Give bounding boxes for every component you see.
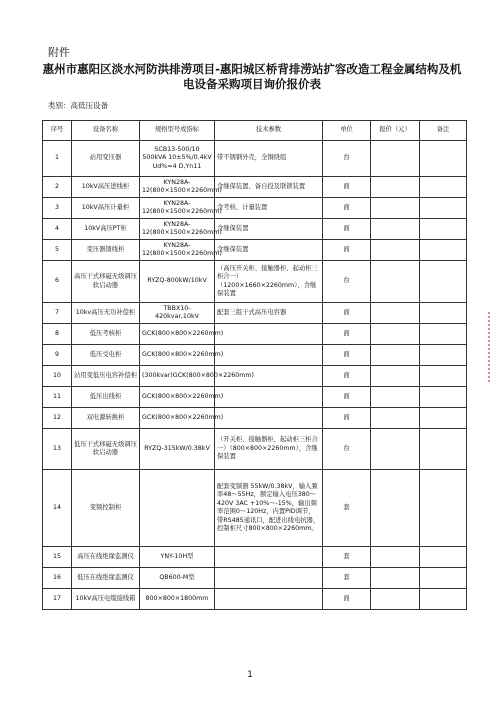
row-unit: 台	[323, 429, 371, 470]
header-price: 报价（元）	[371, 121, 420, 141]
row-param	[215, 324, 323, 345]
row-no: 6	[43, 261, 72, 303]
table-row	[43, 408, 467, 429]
row-unit: 面	[323, 408, 371, 429]
row-name: 10kV高压电缆接线箱	[72, 589, 140, 610]
row-note	[420, 470, 467, 547]
row-param: 含继保装置	[215, 240, 323, 261]
row-note	[420, 547, 467, 568]
row-note	[420, 141, 467, 177]
row-spec: (300kvar)GCK(800×800×2260mm)	[140, 366, 215, 387]
row-note	[420, 219, 467, 240]
header-unit: 单位	[323, 121, 371, 141]
row-unit: 面	[323, 387, 371, 408]
table-row	[43, 324, 467, 345]
row-param: 带不锈钢外壳，全铜绕组	[215, 141, 323, 177]
row-unit: 台	[323, 141, 371, 177]
table-row	[43, 429, 467, 470]
attachment-label: 附件	[48, 46, 70, 59]
row-no: 12	[43, 408, 72, 429]
row-price	[371, 345, 420, 366]
row-unit: 面	[323, 366, 371, 387]
row-price	[371, 408, 420, 429]
row-param: 含继保装置	[215, 219, 323, 240]
table-header-row	[43, 121, 467, 141]
row-no: 1	[43, 141, 72, 177]
row-price	[371, 568, 420, 589]
row-spec: TBBX10-420kvar,10kV	[140, 303, 215, 324]
row-param: （开关柜、接触器柜、起动柜三柜合一）（800×800×2260mm），含继保装置	[215, 429, 323, 470]
table-row	[43, 219, 467, 240]
row-name: 10kv高压无功补偿柜	[72, 303, 140, 324]
quotation-table	[42, 120, 467, 610]
row-name: 双电源转换柜	[72, 408, 140, 429]
row-price	[371, 366, 420, 387]
row-spec: GCK(800×800×2260mm)	[140, 324, 215, 345]
row-spec: GCK(800×800×2260mm)	[140, 345, 215, 366]
row-no: 11	[43, 387, 72, 408]
row-spec: KYN28A-12(800×1500×2260mm)	[140, 219, 215, 240]
row-param: 配套三组干式高压电容器	[215, 303, 323, 324]
row-spec: KYN28A-12(800×1500×2260mm)	[140, 240, 215, 261]
row-note	[420, 177, 467, 198]
row-note	[420, 589, 467, 610]
page-number: 1	[247, 670, 253, 680]
row-param	[215, 589, 323, 610]
table-row	[43, 141, 467, 177]
row-note	[420, 240, 467, 261]
table-row	[43, 345, 467, 366]
row-no: 7	[43, 303, 72, 324]
row-param	[215, 408, 323, 429]
header-spec: 规格型号或指标	[140, 121, 215, 141]
row-param	[215, 345, 323, 366]
row-price	[371, 177, 420, 198]
table-row	[43, 547, 467, 568]
row-name: 10kV高压PT柜	[72, 219, 140, 240]
row-note	[420, 366, 467, 387]
row-no: 13	[43, 429, 72, 470]
row-unit: 套	[323, 470, 371, 547]
row-param: （高压开关柜、接触器柜、起动柜三柜合一）（1200×1660×2260mm），含继保装置	[215, 261, 323, 303]
row-no: 2	[43, 177, 72, 198]
row-price	[371, 470, 420, 547]
row-param	[215, 568, 323, 589]
row-note	[420, 324, 467, 345]
table-row	[43, 589, 467, 610]
row-unit: 面	[323, 589, 371, 610]
row-unit: 面	[323, 303, 371, 324]
row-name: 站用变低压电容补偿柜	[72, 366, 140, 387]
row-spec: SCB13-500/10 500kVA 10±5%/0.4kV Ud%=4 D,Yn11	[140, 141, 215, 177]
row-no: 16	[43, 568, 72, 589]
row-name: 高压在线绝缘监测仪	[72, 547, 140, 568]
table-row	[43, 261, 467, 303]
row-param: 含继保装置、备自投及联锁装置	[215, 177, 323, 198]
table-row	[43, 470, 467, 547]
row-spec: RYZQ-315kW/0.38kV	[140, 429, 215, 470]
row-name: 站用变压器	[72, 141, 140, 177]
row-no: 10	[43, 366, 72, 387]
row-unit: 台	[323, 261, 371, 303]
row-param: 配套变频器 55kW/0.38kV，输入频率48～55Hz，额定输入电压380～420V 3AC +10%～-15%，输出频率范围0～120Hz，内置PID调节，带RS485通讯口，配进出线电抗器，控制柜尺寸800×800×2260mm。	[215, 470, 323, 547]
row-note	[420, 429, 467, 470]
row-price	[371, 303, 420, 324]
row-spec: QB600-M型	[140, 568, 215, 589]
row-spec	[140, 470, 215, 547]
row-spec: RYZQ-800kW/10kV	[140, 261, 215, 303]
table-row	[43, 177, 467, 198]
header-note: 备注	[420, 121, 467, 141]
row-note	[420, 261, 467, 303]
row-note	[420, 198, 467, 219]
row-spec: 800×800×1800mm	[140, 589, 215, 610]
header-name: 设备名称	[72, 121, 140, 141]
row-spec: KYN28A-12(800×1500×2260mm)	[140, 177, 215, 198]
row-unit: 面	[323, 198, 371, 219]
table-row	[43, 568, 467, 589]
category-label: 类别：高低压设备	[48, 101, 108, 110]
row-note	[420, 387, 467, 408]
row-name: 变压器馈线柜	[72, 240, 140, 261]
row-no: 5	[43, 240, 72, 261]
row-price	[371, 261, 420, 303]
row-spec: GCK(800×800×2260mm)	[140, 387, 215, 408]
row-note	[420, 345, 467, 366]
row-no: 3	[43, 198, 72, 219]
row-price	[371, 219, 420, 240]
row-unit: 套	[323, 547, 371, 568]
row-no: 14	[43, 470, 72, 547]
row-price	[371, 240, 420, 261]
row-note	[420, 568, 467, 589]
row-unit: 面	[323, 219, 371, 240]
row-note	[420, 303, 467, 324]
row-unit: 面	[323, 177, 371, 198]
row-no: 8	[43, 324, 72, 345]
document-title: 惠州市惠阳区淡水河防洪排涝项目-惠阳城区桥背排涝站扩容改造工程金属结构及机电设备采购项目询价报价表	[42, 62, 462, 91]
row-name: 低压干式移磁无级调压软启动器	[72, 429, 140, 470]
row-name: 低压出线柜	[72, 387, 140, 408]
header-no: 序号	[43, 121, 72, 141]
row-price	[371, 547, 420, 568]
table-row	[43, 240, 467, 261]
row-name: 10kV高压计量柜	[72, 198, 140, 219]
table-row	[43, 387, 467, 408]
row-price	[371, 387, 420, 408]
seal-stamp-mark	[488, 312, 496, 382]
row-note	[420, 408, 467, 429]
row-spec: YNY-10H型	[140, 547, 215, 568]
row-price	[371, 141, 420, 177]
row-name: 10kV高压进线柜	[72, 177, 140, 198]
row-spec: GCK(800×800×2260mm)	[140, 408, 215, 429]
row-param	[215, 387, 323, 408]
row-spec: KYN28A-12(800×1500×2260mm)	[140, 198, 215, 219]
row-name: 高压干式移磁无级调压软启动器	[72, 261, 140, 303]
row-param: 含考核、计量装置	[215, 198, 323, 219]
row-no: 9	[43, 345, 72, 366]
row-name: 低压考核柜	[72, 324, 140, 345]
table-row	[43, 303, 467, 324]
row-no: 15	[43, 547, 72, 568]
row-no: 4	[43, 219, 72, 240]
header-param: 技术参数	[215, 121, 323, 141]
row-no: 17	[43, 589, 72, 610]
table-row	[43, 198, 467, 219]
row-unit: 套	[323, 568, 371, 589]
table-row	[43, 366, 467, 387]
row-param	[215, 547, 323, 568]
row-price	[371, 429, 420, 470]
row-price	[371, 589, 420, 610]
row-name: 变频控制柜	[72, 470, 140, 547]
row-unit: 面	[323, 324, 371, 345]
row-unit: 面	[323, 345, 371, 366]
row-name: 低压在线绝缘监测仪	[72, 568, 140, 589]
row-price	[371, 198, 420, 219]
row-unit: 面	[323, 240, 371, 261]
row-price	[371, 324, 420, 345]
row-name: 低压受电柜	[72, 345, 140, 366]
